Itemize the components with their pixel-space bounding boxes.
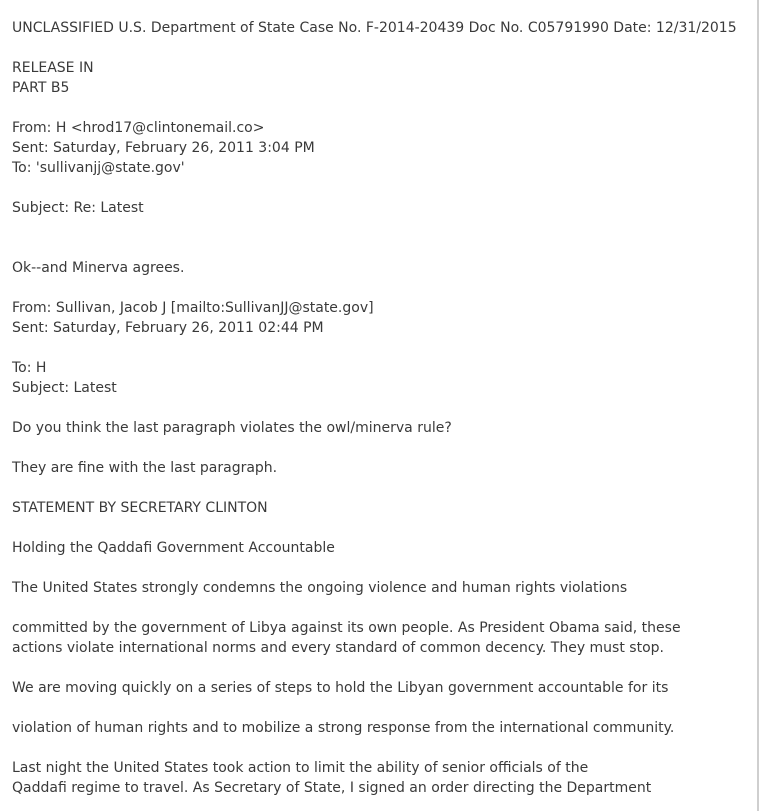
- reply-sent: Sent: Saturday, February 26, 2011 3:04 PM: [12, 140, 315, 156]
- classification-header: UNCLASSIFIED U.S. Department of State Case No. F-2014-20439 Doc No. C05791990 Date: 12/31/2015: [12, 20, 737, 36]
- statement-paragraph-4-line-1: violation of human rights and to mobilize a strong response from the international community.: [12, 720, 675, 736]
- reply-from: From: H <hrod17@clintonemail.co>: [12, 120, 265, 136]
- release-line-2: PART B5: [12, 80, 70, 96]
- original-to: To: H: [12, 360, 47, 376]
- reply-subject: Subject: Re: Latest: [12, 200, 144, 216]
- original-note: They are fine with the last paragraph.: [12, 460, 278, 476]
- statement-title: Holding the Qaddafi Government Accountable: [12, 540, 335, 556]
- original-sent: Sent: Saturday, February 26, 2011 02:44 PM: [12, 320, 324, 336]
- statement-paragraph-1-line-1: The United States strongly condemns the ongoing violence and human rights violations: [12, 580, 628, 596]
- reply-body: Ok--and Minerva agrees.: [12, 260, 185, 276]
- release-line-1: RELEASE IN: [12, 60, 94, 76]
- original-from: From: Sullivan, Jacob J [mailto:SullivanJJ@state.gov]: [12, 300, 374, 316]
- statement-heading: STATEMENT BY SECRETARY CLINTON: [12, 500, 268, 516]
- statement-paragraph-5-line-2: Qaddafi regime to travel. As Secretary of State, I signed an order directing the Department: [12, 780, 652, 796]
- original-question: Do you think the last paragraph violates the owl/minerva rule?: [12, 420, 452, 436]
- statement-paragraph-5-line-1: Last night the United States took action to limit the ability of senior officials of the: [12, 760, 589, 776]
- original-subject: Subject: Latest: [12, 380, 117, 396]
- statement-paragraph-3-line-1: We are moving quickly on a series of steps to hold the Libyan government accountable for its: [12, 680, 669, 696]
- reply-to: To: 'sullivanjj@state.gov': [12, 160, 185, 176]
- email-document: [12, 18, 742, 798]
- statement-paragraph-2-line-1: committed by the government of Libya against its own people. As President Obama said, these: [12, 620, 681, 636]
- statement-paragraph-2-line-2: actions violate international norms and every standard of common decency. They must stop.: [12, 640, 664, 656]
